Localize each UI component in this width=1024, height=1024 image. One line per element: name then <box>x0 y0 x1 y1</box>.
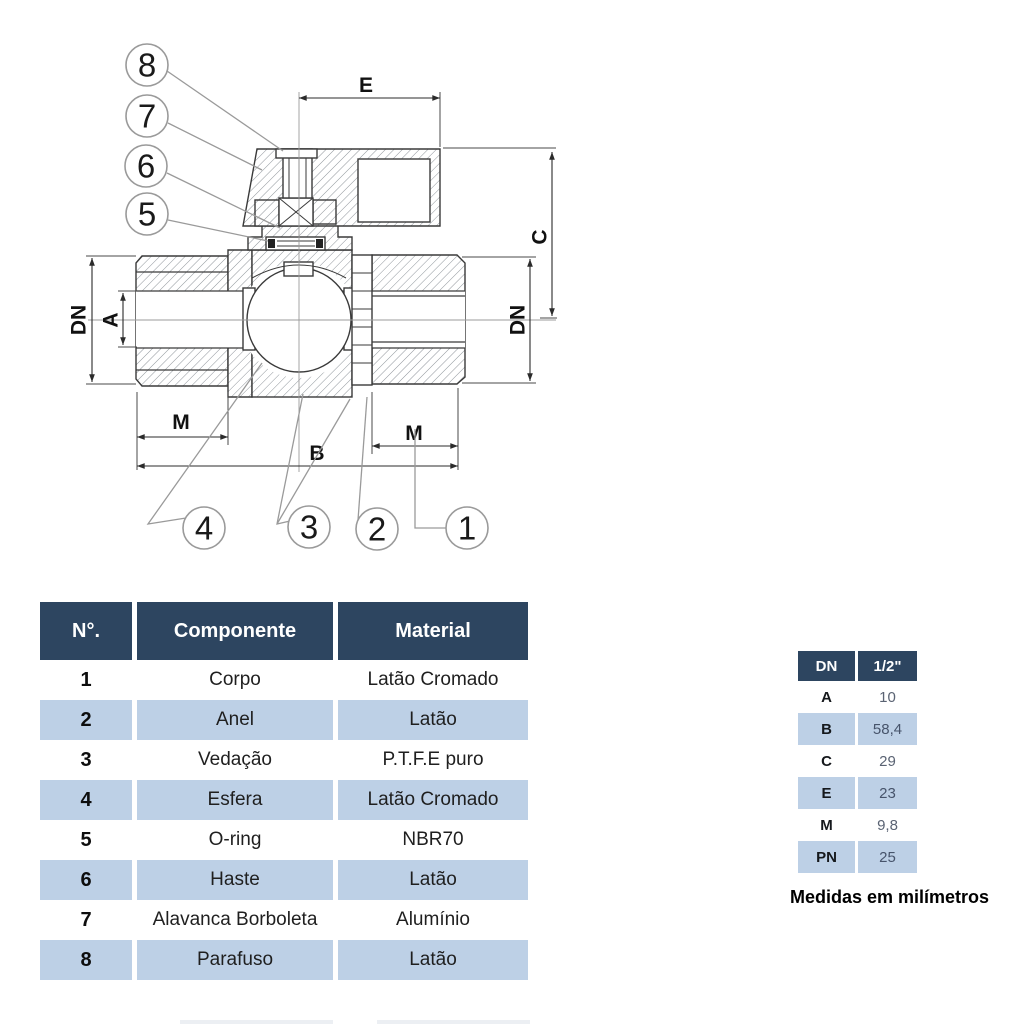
leader-3b <box>277 399 350 524</box>
cell-number: 1 <box>80 668 92 691</box>
components-table-header <box>40 602 528 660</box>
callout-number-1: 1 <box>457 509 477 547</box>
handle-hub-right <box>313 200 336 224</box>
callout-number-7: 7 <box>137 97 157 135</box>
units-caption: Medidas em milímetros <box>790 887 990 907</box>
cell-dim-value: 23 <box>858 777 917 809</box>
table-row <box>40 700 528 740</box>
cell-number: 5 <box>80 828 92 851</box>
dim-label-DN-right: DN <box>506 304 530 336</box>
cell-number: 3 <box>80 748 92 771</box>
cell-dim-label: M <box>820 816 833 834</box>
cell-component: Vedação <box>198 749 272 770</box>
dimensions-table <box>798 651 917 873</box>
cell-number: 8 <box>40 940 132 980</box>
table-row <box>798 745 917 777</box>
table-row <box>798 841 917 873</box>
table-row <box>40 940 528 980</box>
cell-material: Latão <box>338 940 528 980</box>
cell-component: Anel <box>137 700 333 740</box>
o-ring-left <box>268 239 275 248</box>
cell-dim-label: PN <box>798 841 855 873</box>
cutoff-table-edge-right <box>377 1020 530 1024</box>
cell-number: 2 <box>40 700 132 740</box>
cell-dim-label: A <box>821 688 832 706</box>
cutoff-table-edge-left <box>180 1020 333 1024</box>
cell-dim-label: E <box>798 777 855 809</box>
leader-8 <box>167 71 283 151</box>
cell-component: Parafuso <box>137 940 333 980</box>
dim-label-A: A <box>99 312 123 328</box>
dim-label-E: E <box>358 74 374 97</box>
callout-number-4: 4 <box>194 509 214 547</box>
cell-material: Alumínio <box>396 909 470 930</box>
cell-component: Alavanca Borboleta <box>152 909 318 930</box>
cell-number: 4 <box>40 780 132 820</box>
cell-dim-value: 58,4 <box>858 713 917 745</box>
table-row <box>40 780 528 820</box>
callout-number-5: 5 <box>137 195 157 233</box>
leader-4 <box>148 363 262 524</box>
header-cell-size: 1/2" <box>858 651 917 681</box>
table-row <box>798 713 917 745</box>
callout-number-2: 2 <box>367 510 387 548</box>
header-cell-dn: DN <box>798 651 855 681</box>
table-row <box>40 820 528 860</box>
leader-7 <box>168 123 262 170</box>
table-row <box>798 777 917 809</box>
table-row <box>40 660 528 700</box>
components-table <box>40 602 528 980</box>
leader-2 <box>358 397 367 520</box>
cell-dim-value: 25 <box>858 841 917 873</box>
cell-component: Esfera <box>137 780 333 820</box>
table-row <box>798 681 917 713</box>
table-row <box>40 740 528 780</box>
cell-component: Haste <box>137 860 333 900</box>
callout-number-3: 3 <box>299 508 319 546</box>
header-cell-material: Material <box>338 602 528 660</box>
header-cell-number: N°. <box>40 602 132 660</box>
cell-dim-label: B <box>798 713 855 745</box>
cell-material: Latão <box>338 860 528 900</box>
cell-number: 7 <box>80 908 92 931</box>
header-cell-component: Componente <box>137 602 333 660</box>
cell-dim-value: 9,8 <box>877 816 898 834</box>
cell-material: Latão <box>338 700 528 740</box>
cell-number: 6 <box>40 860 132 900</box>
cell-dim-value: 29 <box>879 752 896 770</box>
cell-dim-value: 10 <box>879 688 896 706</box>
cell-component: Corpo <box>209 669 261 690</box>
cell-dim-label: C <box>821 752 832 770</box>
dim-label-M-right: M <box>405 422 423 445</box>
cell-material: NBR70 <box>402 829 464 850</box>
dim-label-C: C <box>528 229 552 245</box>
handle-grip-hole <box>358 159 430 222</box>
table-row <box>40 900 528 940</box>
cell-material: Latão Cromado <box>367 669 499 690</box>
callout-number-8: 8 <box>137 46 157 84</box>
dim-label-M-left: M <box>172 411 190 434</box>
dim-label-B: B <box>309 442 325 465</box>
o-ring-right <box>316 239 323 248</box>
table-row <box>40 860 528 900</box>
dim-label-DN-left: DN <box>67 304 91 336</box>
dimensions-table-header <box>798 651 917 681</box>
ball-slot <box>284 262 313 276</box>
table-row <box>798 809 917 841</box>
cell-material: Latão Cromado <box>338 780 528 820</box>
cell-material: P.T.F.E puro <box>382 749 484 770</box>
callout-number-6: 6 <box>136 147 156 185</box>
cell-component: O-ring <box>208 829 262 850</box>
